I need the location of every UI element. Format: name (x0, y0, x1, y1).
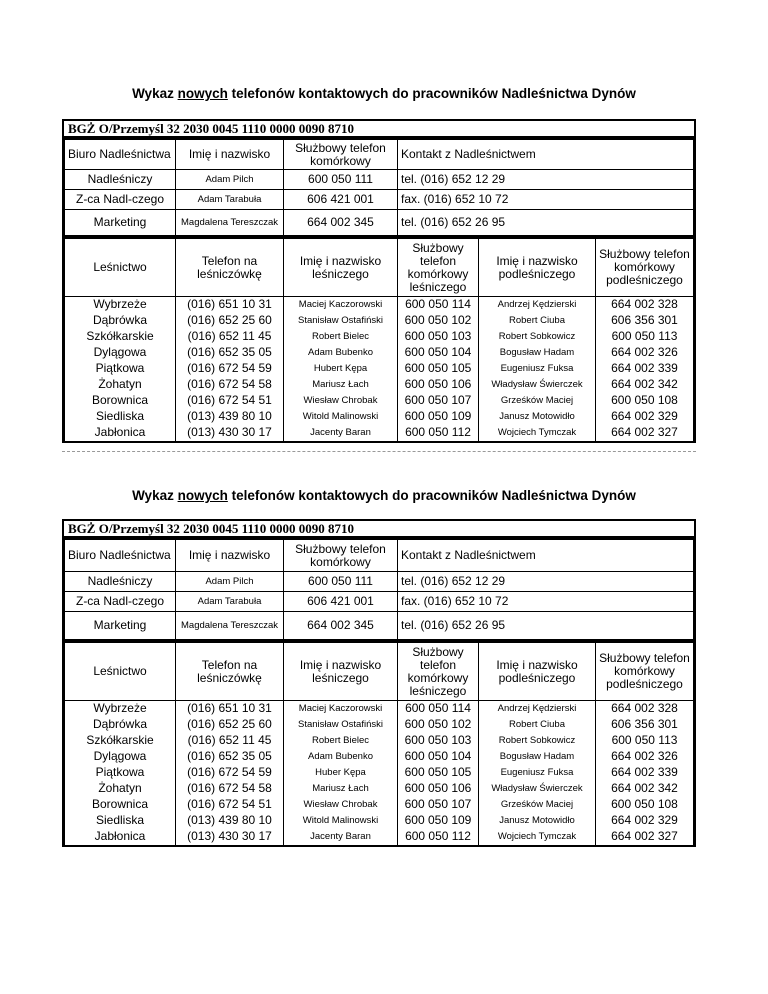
forestry-header-forester-mobile: Służbowy telefon komórkowy leśniczego (398, 239, 479, 297)
office-name: Adam Tarabuła (176, 592, 284, 612)
office-contact: fax. (016) 652 10 72 (398, 592, 694, 612)
forestry-phone: (013) 439 80 10 (176, 813, 284, 829)
office-position: Z-ca Nadl-czego (65, 592, 176, 612)
forestry-header-forester: Imię i nazwisko leśniczego (284, 239, 398, 297)
deputy-name: Grześków Maciej (479, 797, 596, 813)
forestry-phone: (016) 672 54 58 (176, 377, 284, 393)
forestry-header-deputy: Imię i nazwisko podleśniczego (479, 239, 596, 297)
forestry-name: Siedliska (65, 409, 176, 425)
forestry-phone: (016) 651 10 31 (176, 297, 284, 313)
office-position: Nadleśniczy (65, 572, 176, 592)
deputy-name: Eugeniusz Fuksa (479, 361, 596, 377)
forestry-name: Piątkowa (65, 765, 176, 781)
table-row (65, 717, 694, 733)
office-position: Z-ca Nadl-czego (65, 190, 176, 210)
forester-mobile: 600 050 104 (398, 345, 479, 361)
forester-mobile: 600 050 112 (398, 829, 479, 845)
office-header-name: Imię i nazwisko (176, 140, 284, 170)
deputy-name: Robert Sobkowicz (479, 329, 596, 345)
office-header-name: Imię i nazwisko (176, 540, 284, 572)
deputy-mobile: 664 002 327 (596, 829, 694, 845)
deputy-mobile: 600 050 113 (596, 329, 694, 345)
deputy-mobile: 664 002 329 (596, 813, 694, 829)
deputy-mobile: 664 002 328 (596, 297, 694, 313)
deputy-name: Andrzej Kędzierski (479, 297, 596, 313)
office-mobile: 600 050 111 (284, 572, 398, 592)
table-row (65, 190, 694, 210)
forestry-name: Żohatyn (65, 781, 176, 797)
deputy-name: Bogusław Hadam (479, 345, 596, 361)
forestry-phone: (016) 652 35 05 (176, 749, 284, 765)
forester-name: Stanisław Ostafiński (284, 313, 398, 329)
table-row (65, 592, 694, 612)
deputy-name: Janusz Motowidło (479, 409, 596, 425)
deputy-name: Robert Ciuba (479, 717, 596, 733)
office-mobile: 600 050 111 (284, 170, 398, 190)
deputy-name: Janusz Motowidło (479, 813, 596, 829)
forestry-phone: (016) 672 54 59 (176, 765, 284, 781)
forester-name: Robert Bielec (284, 329, 398, 345)
forester-mobile: 600 050 105 (398, 361, 479, 377)
office-contact: tel. (016) 652 26 95 (398, 612, 694, 640)
office-position: Nadleśniczy (65, 170, 176, 190)
forester-name: Hubert Kępa (284, 361, 398, 377)
office-name: Magdalena Tereszczak (176, 612, 284, 640)
office-header-mobile: Służbowy telefon komórkowy (284, 140, 398, 170)
office-contact: tel. (016) 652 12 29 (398, 170, 694, 190)
forester-name: Mariusz Łach (284, 377, 398, 393)
cut-line (62, 451, 696, 452)
forestry-phone: (016) 672 54 58 (176, 781, 284, 797)
office-name: Magdalena Tereszczak (176, 210, 284, 236)
forester-name: Wiesław Chrobak (284, 797, 398, 813)
forestry-phone: (016) 672 54 51 (176, 393, 284, 409)
forestry-phone: (016) 672 54 59 (176, 361, 284, 377)
forestry-header-forester-mobile: Służbowy telefon komórkowy leśniczego (398, 643, 479, 701)
table-row (65, 765, 694, 781)
forestry-header-deputy: Imię i nazwisko podleśniczego (479, 643, 596, 701)
forester-mobile: 600 050 114 (398, 701, 479, 717)
forestry-name: Siedliska (65, 813, 176, 829)
office-name: Adam Tarabuła (176, 190, 284, 210)
forestry-name: Dąbrówka (65, 313, 176, 329)
forester-mobile: 600 050 112 (398, 425, 479, 441)
table-row (65, 701, 694, 717)
office-header-contact: Kontakt z Nadleśnictwem (398, 140, 694, 170)
table-row (65, 829, 694, 845)
forestry-phone: (016) 652 25 60 (176, 313, 284, 329)
bank-account: BGŻ O/Przemyśl 32 2030 0045 1110 0000 0090 8710 (62, 119, 696, 138)
deputy-mobile: 600 050 108 (596, 797, 694, 813)
deputy-mobile: 600 050 108 (596, 393, 694, 409)
table-row (65, 797, 694, 813)
office-position: Marketing (65, 612, 176, 640)
title-suffix: telefonów kontaktowych do pracowników Nadleśnictwa Dynów (227, 86, 636, 101)
deputy-mobile: 606 356 301 (596, 717, 694, 733)
forestry-phone: (016) 652 11 45 (176, 329, 284, 345)
forestry-name: Szkółkarskie (65, 733, 176, 749)
office-table (62, 137, 696, 238)
office-contact: tel. (016) 652 12 29 (398, 572, 694, 592)
forestry-header-deputy-mobile: Służbowy telefon komórkowy podleśniczego (596, 643, 694, 701)
forestry-name: Jabłonica (65, 829, 176, 845)
forestry-name: Piątkowa (65, 361, 176, 377)
deputy-name: Bogusław Hadam (479, 749, 596, 765)
deputy-mobile: 664 002 342 (596, 781, 694, 797)
table-row (65, 377, 694, 393)
deputy-name: Eugeniusz Fuksa (479, 765, 596, 781)
office-mobile: 664 002 345 (284, 612, 398, 640)
table-row (65, 409, 694, 425)
deputy-mobile: 664 002 342 (596, 377, 694, 393)
forestry-phone: (016) 672 54 51 (176, 797, 284, 813)
forestry-phone: (013) 430 30 17 (176, 425, 284, 441)
deputy-mobile: 664 002 339 (596, 361, 694, 377)
forestry-name: Dąbrówka (65, 717, 176, 733)
deputy-name: Robert Sobkowicz (479, 733, 596, 749)
forester-name: Huber Kępa (284, 765, 398, 781)
forester-name: Stanisław Ostafiński (284, 717, 398, 733)
forester-mobile: 600 050 114 (398, 297, 479, 313)
deputy-mobile: 664 002 339 (596, 765, 694, 781)
forestry-header-phone: Telefon na leśniczówkę (176, 643, 284, 701)
office-position: Marketing (65, 210, 176, 236)
deputy-mobile: 664 002 329 (596, 409, 694, 425)
forester-mobile: 600 050 107 (398, 393, 479, 409)
forester-mobile: 600 050 105 (398, 765, 479, 781)
title-prefix: Wykaz (132, 86, 178, 101)
table-row (65, 733, 694, 749)
office-mobile: 606 421 001 (284, 592, 398, 612)
table-row (65, 425, 694, 441)
office-contact: fax. (016) 652 10 72 (398, 190, 694, 210)
forester-mobile: 600 050 106 (398, 377, 479, 393)
forestry-name: Wybrzeże (65, 701, 176, 717)
table-row (65, 572, 694, 592)
table-row (65, 345, 694, 361)
document-title (0, 86, 768, 101)
table-row (65, 393, 694, 409)
office-mobile: 664 002 345 (284, 210, 398, 236)
forestry-name: Dylągowa (65, 749, 176, 765)
forestry-header-name: Leśnictwo (65, 643, 176, 701)
forestry-name: Borownica (65, 393, 176, 409)
table-row (65, 313, 694, 329)
table-row (65, 781, 694, 797)
office-header-contact: Kontakt z Nadleśnictwem (398, 540, 694, 572)
table-row (65, 361, 694, 377)
title-underlined: nowych (177, 86, 228, 101)
office-table-copy (62, 537, 696, 642)
forester-name: Robert Bielec (284, 733, 398, 749)
forestry-name: Dylągowa (65, 345, 176, 361)
forestry-phone: (016) 652 25 60 (176, 717, 284, 733)
deputy-name: Wojciech Tymczak (479, 425, 596, 441)
title-underlined: nowych (177, 488, 228, 503)
office-header-position: Biuro Nadleśnictwa (65, 140, 176, 170)
deputy-mobile: 606 356 301 (596, 313, 694, 329)
forester-name: Adam Bubenko (284, 749, 398, 765)
deputy-name: Wojciech Tymczak (479, 829, 596, 845)
office-header-position: Biuro Nadleśnictwa (65, 540, 176, 572)
deputy-name: Andrzej Kędzierski (479, 701, 596, 717)
forester-mobile: 600 050 102 (398, 313, 479, 329)
forestry-header-deputy-mobile: Służbowy telefon komórkowy podleśniczego (596, 239, 694, 297)
deputy-name: Grześków Maciej (479, 393, 596, 409)
forester-mobile: 600 050 103 (398, 733, 479, 749)
forestry-name: Jabłonica (65, 425, 176, 441)
deputy-mobile: 664 002 326 (596, 749, 694, 765)
forester-mobile: 600 050 102 (398, 717, 479, 733)
forestry-name: Wybrzeże (65, 297, 176, 313)
forester-mobile: 600 050 106 (398, 781, 479, 797)
forester-name: Jacenty Baran (284, 829, 398, 845)
forester-mobile: 600 050 109 (398, 409, 479, 425)
table-row (65, 210, 694, 236)
forestry-header-name: Leśnictwo (65, 239, 176, 297)
forester-mobile: 600 050 104 (398, 749, 479, 765)
forester-name: Wiesław Chrobak (284, 393, 398, 409)
forestry-header-phone: Telefon na leśniczówkę (176, 239, 284, 297)
forestry-header-forester: Imię i nazwisko leśniczego (284, 643, 398, 701)
table-row (65, 612, 694, 640)
forestry-name: Żohatyn (65, 377, 176, 393)
office-header-mobile: Służbowy telefon komórkowy (284, 540, 398, 572)
forestry-phone: (013) 439 80 10 (176, 409, 284, 425)
forestry-phone: (016) 652 11 45 (176, 733, 284, 749)
office-name: Adam Pilch (176, 572, 284, 592)
forester-mobile: 600 050 107 (398, 797, 479, 813)
forestry-name: Borownica (65, 797, 176, 813)
forester-name: Jacenty Baran (284, 425, 398, 441)
office-mobile: 606 421 001 (284, 190, 398, 210)
table-row (65, 170, 694, 190)
title-prefix: Wykaz (132, 488, 178, 503)
table-row (65, 749, 694, 765)
forester-name: Maciej Kaczorowski (284, 701, 398, 717)
forester-name: Witold Malinowski (284, 813, 398, 829)
deputy-mobile: 664 002 326 (596, 345, 694, 361)
bank-account-copy: BGŻ O/Przemyśl 32 2030 0045 1110 0000 0090 8710 (62, 519, 696, 538)
forester-name: Adam Bubenko (284, 345, 398, 361)
forestry-phone: (013) 430 30 17 (176, 829, 284, 845)
forester-mobile: 600 050 103 (398, 329, 479, 345)
document-title-copy (0, 488, 768, 503)
forestry-phone: (016) 652 35 05 (176, 345, 284, 361)
forester-name: Maciej Kaczorowski (284, 297, 398, 313)
deputy-name: Robert Ciuba (479, 313, 596, 329)
forestry-phone: (016) 651 10 31 (176, 701, 284, 717)
forester-mobile: 600 050 109 (398, 813, 479, 829)
title-suffix: telefonów kontaktowych do pracowników Nadleśnictwa Dynów (227, 488, 636, 503)
table-row (65, 813, 694, 829)
deputy-name: Władysław Świerczek (479, 781, 596, 797)
forestry-table-copy (62, 640, 696, 847)
forestry-name: Szkółkarskie (65, 329, 176, 345)
table-row (65, 329, 694, 345)
forester-name: Mariusz Łach (284, 781, 398, 797)
deputy-mobile: 664 002 328 (596, 701, 694, 717)
deputy-mobile: 600 050 113 (596, 733, 694, 749)
forestry-table (62, 236, 696, 443)
table-row (65, 297, 694, 313)
forester-name: Witold Malinowski (284, 409, 398, 425)
office-name: Adam Pilch (176, 170, 284, 190)
deputy-mobile: 664 002 327 (596, 425, 694, 441)
office-contact: tel. (016) 652 26 95 (398, 210, 694, 236)
deputy-name: Władysław Świerczek (479, 377, 596, 393)
